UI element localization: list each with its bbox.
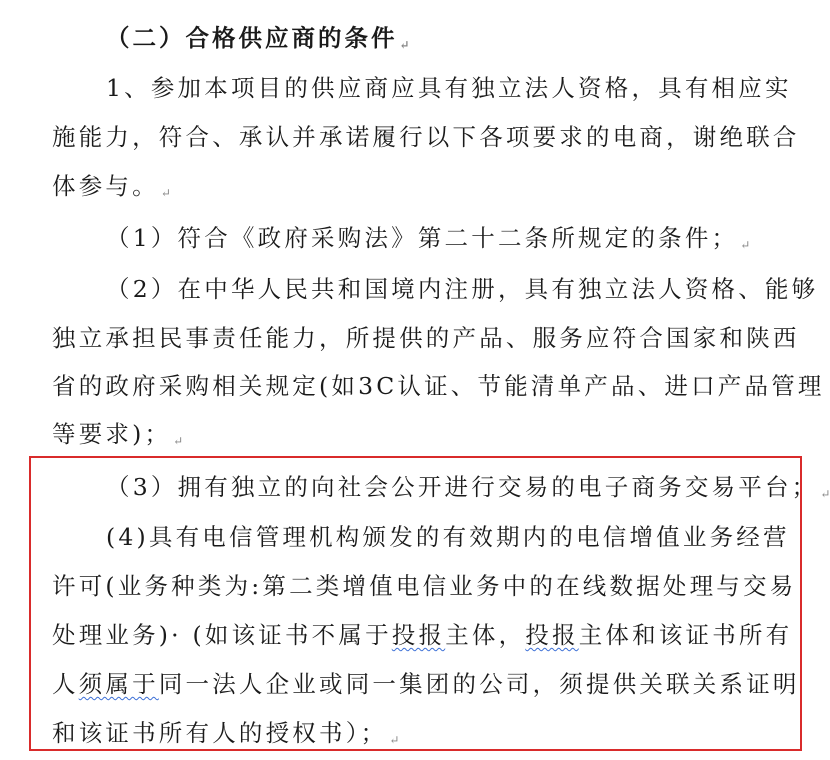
item3-text: （3）拥有独立的向社会公开进行交易的电子商务交易平台； [106, 473, 819, 501]
para1-line2: 施能力，符合、承认并承诺履行以下各项要求的电商，谢绝联合 [52, 123, 800, 151]
paragraph-mark: ↵ [399, 38, 410, 52]
spellcheck-underlined-text: 须属于 [78, 670, 159, 698]
item2-line4 [52, 414, 183, 454]
item4-line4-part-b: 同一法人企业或同一集团的公司，须提供关联关系证明 [158, 670, 800, 698]
paragraph-mark: ↵ [389, 733, 400, 747]
red-highlight-box [29, 456, 802, 751]
item2-line3: 省的政府采购相关规定(如3C认证、节能清单产品、进口产品管理 [52, 372, 825, 400]
item1-text: （1）符合《政府采购法》第二十二条所规定的条件； [106, 224, 739, 252]
item2-line2: 独立承担民事责任能力，所提供的产品、服务应符合国家和陕西 [52, 324, 800, 352]
para1-line3 [52, 166, 171, 206]
item4-line1: (4)具有电信管理机构颁发的有效期内的电信增值业务经营 [106, 523, 790, 551]
para1-line3-text: 体参与。 [52, 172, 159, 200]
item2-line4-text: 等要求)； [52, 420, 172, 448]
paragraph-mark: ↵ [820, 487, 830, 501]
item1-line [106, 218, 750, 258]
item4-line2: 许可(业务种类为:第二类增值电信业务中的在线数据处理与交易 [52, 572, 797, 600]
spellcheck-underlined-text: 投报 [525, 621, 579, 649]
paragraph-mark: ↵ [740, 238, 751, 252]
spellcheck-underlined-text: 投报 [391, 621, 446, 649]
paragraph-mark: ↵ [173, 434, 184, 448]
item4-line3-part-c: 主体和该证书所有 [578, 621, 793, 649]
item4-line5-text: 和该证书所有人的授权书）； [52, 719, 388, 747]
section-heading [106, 18, 410, 58]
para1-line1: 1、参加本项目的供应商应具有独立法人资格，具有相应实 [106, 74, 792, 102]
item4-line3-part-b: 主体， [445, 621, 526, 649]
item4-line4-part-a: 人 [52, 670, 79, 698]
paragraph-mark: ↵ [160, 186, 171, 200]
heading-text: （二）合格供应商的条件 [106, 24, 398, 52]
item2-line1: （2）在中华人民共和国境内注册，具有独立法人资格、能够 [106, 275, 819, 303]
item4-line3-part-a: 处理业务)· (如该证书不属于 [52, 621, 392, 649]
